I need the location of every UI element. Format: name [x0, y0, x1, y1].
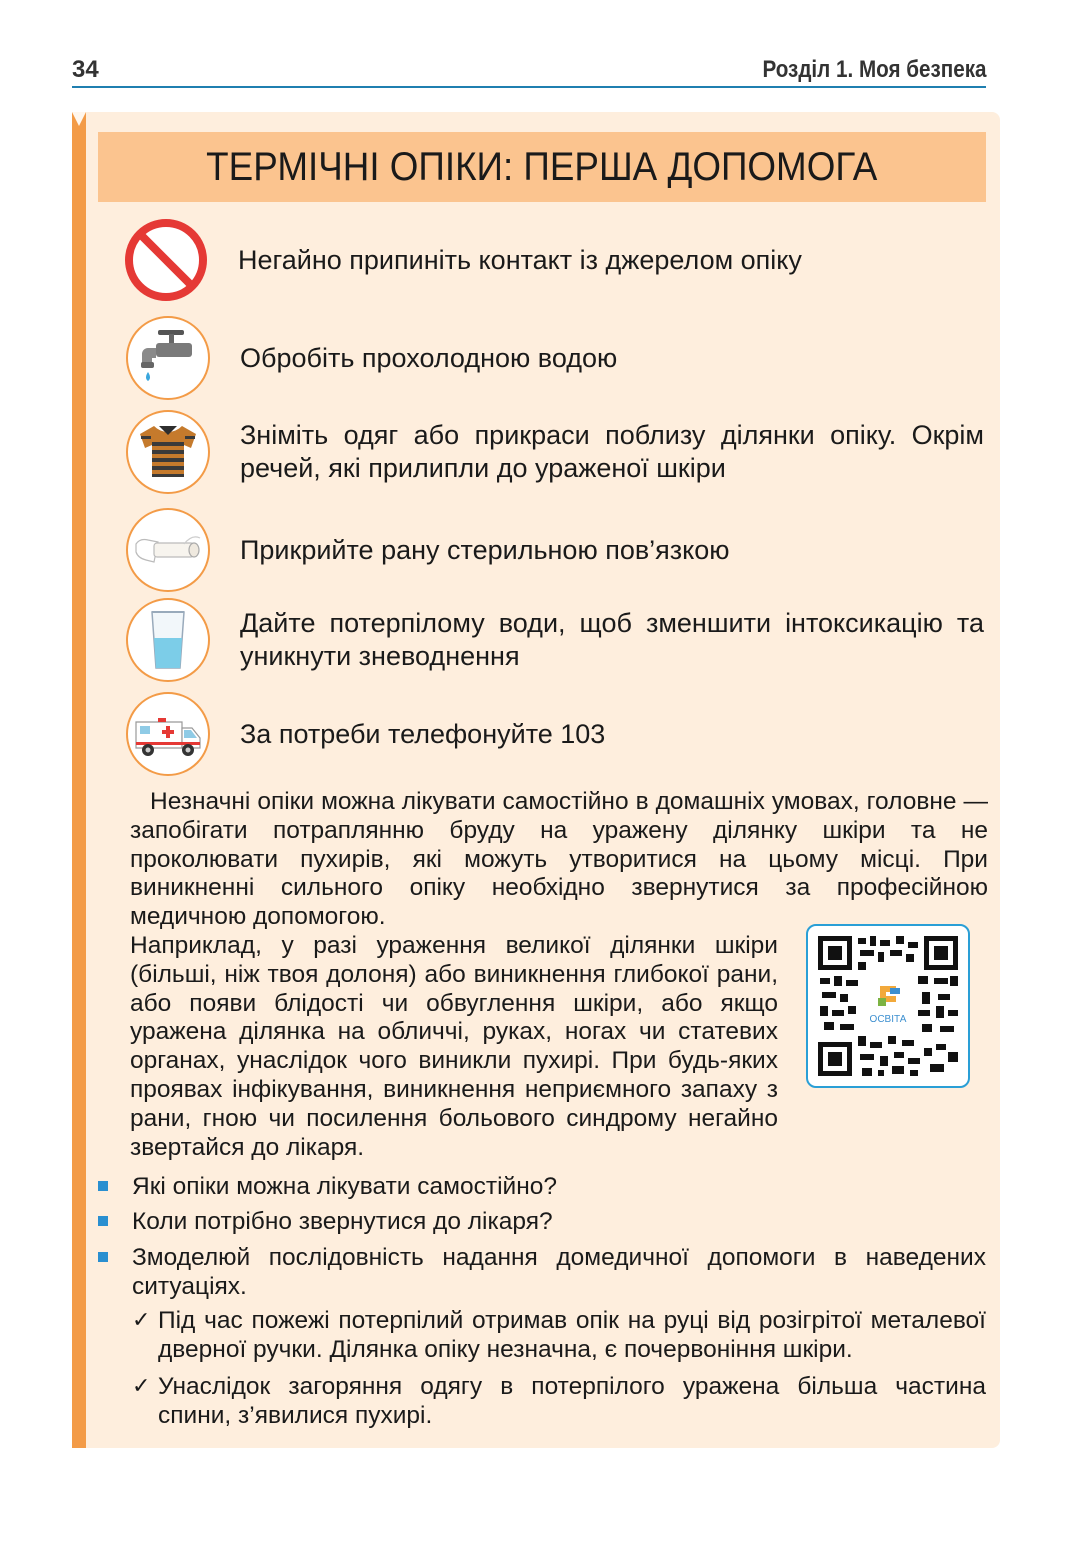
paragraph-intro: Незначні опіки можна лікувати самостійно в домашніх умовах, головне — запобігати потраплянню бруду на уражену ділянку шкіри та не проколювати пухирів, які можуть утворитися на цьому місці. При виникненні сильного опіку необхідно звернутися за професійною медичною допомогою.	[130, 788, 988, 931]
step-remove-clothing	[124, 410, 984, 494]
question-item	[98, 1172, 986, 1201]
step-text: Прикрийте рану стерильною пов’язкою	[240, 534, 730, 565]
ambulance-icon	[126, 692, 210, 776]
water-glass-icon	[126, 598, 210, 682]
situation-item	[132, 1306, 986, 1364]
situation-text: Унаслідок загоряння одягу в потерпілого уражена більша частина спини, з’явилися пухирі.	[158, 1373, 986, 1429]
page-title: ТЕРМІЧНІ ОПІКИ: ПЕРША ДОПОМОГА	[206, 144, 878, 189]
panel-accent-stripe	[72, 112, 86, 1448]
page-number: 34	[72, 56, 99, 83]
title-banner	[98, 132, 986, 202]
step-call-ambulance	[124, 692, 984, 776]
paragraph-details: Наприклад, у разі ураження великої ділянки шкіри (більші, ніж твоя долоня) або виникнення глибокої рани, або появи блідості чи обвуглення шкіри, або якщо уражена ділянка на обличчі, руках, ногах чи статевих органах, унаслідок чого виникли пухирі. При будь-яких проявах інфікування, виникнення неприємного запаху з рани, гною чи посилення больового синдрому негайно звертайся до лікаря.	[130, 931, 778, 1161]
panel-stripe-notch	[72, 112, 86, 126]
situation-text: Під час пожежі потерпілий отримав опік на руці від розігрітої металевої дверної ручки. Ділянка опіку незначна, є почервоніння шкіри.	[158, 1307, 986, 1363]
question-text: Які опіки можна лікувати самостійно?	[132, 1173, 558, 1200]
question-text: Змоделюй послідовність надання домедичної допомоги в наведених ситуаціях.	[132, 1244, 986, 1300]
step-text: Негайно припиніть контакт із джерелом опіку	[238, 244, 802, 275]
step-stop-contact	[124, 218, 984, 302]
question-item	[98, 1243, 986, 1301]
step-text: Обробіть прохолодною водою	[240, 342, 618, 373]
situation-item	[132, 1372, 986, 1430]
check-mark-icon: ✓	[132, 1374, 151, 1399]
step-cool-water	[124, 316, 984, 400]
step-text: Дайте потерпілому води, щоб зменшити інтоксикацію та уникнути зневоднення	[240, 608, 984, 671]
info-panel	[72, 112, 1000, 1448]
page-header	[72, 52, 986, 88]
step-give-water	[124, 598, 984, 682]
step-text: Зніміть одяг або прикраси поблизу ділянки опіку. Окрім речей, які прилипли до ураженої шкіри	[240, 420, 984, 483]
qr-code-image	[818, 936, 958, 1076]
square-bullet-icon	[98, 1181, 108, 1191]
water-tap-icon	[126, 316, 210, 400]
section-title: Розділ 1. Моя безпека	[761, 56, 986, 83]
square-bullet-icon	[98, 1252, 108, 1262]
step-text: За потреби телефонуйте 103	[240, 718, 606, 749]
shirt-icon	[126, 410, 210, 494]
check-mark-icon: ✓	[132, 1308, 151, 1333]
bandage-icon	[126, 508, 210, 592]
question-text: Коли потрібно звернутися до лікаря?	[132, 1208, 553, 1235]
step-cover-wound	[124, 508, 984, 592]
question-item	[98, 1207, 986, 1236]
square-bullet-icon	[98, 1216, 108, 1226]
prohibition-icon	[124, 218, 208, 302]
qr-logo-text: ОСВІТА	[869, 1014, 907, 1025]
qr-code[interactable]	[806, 924, 970, 1088]
